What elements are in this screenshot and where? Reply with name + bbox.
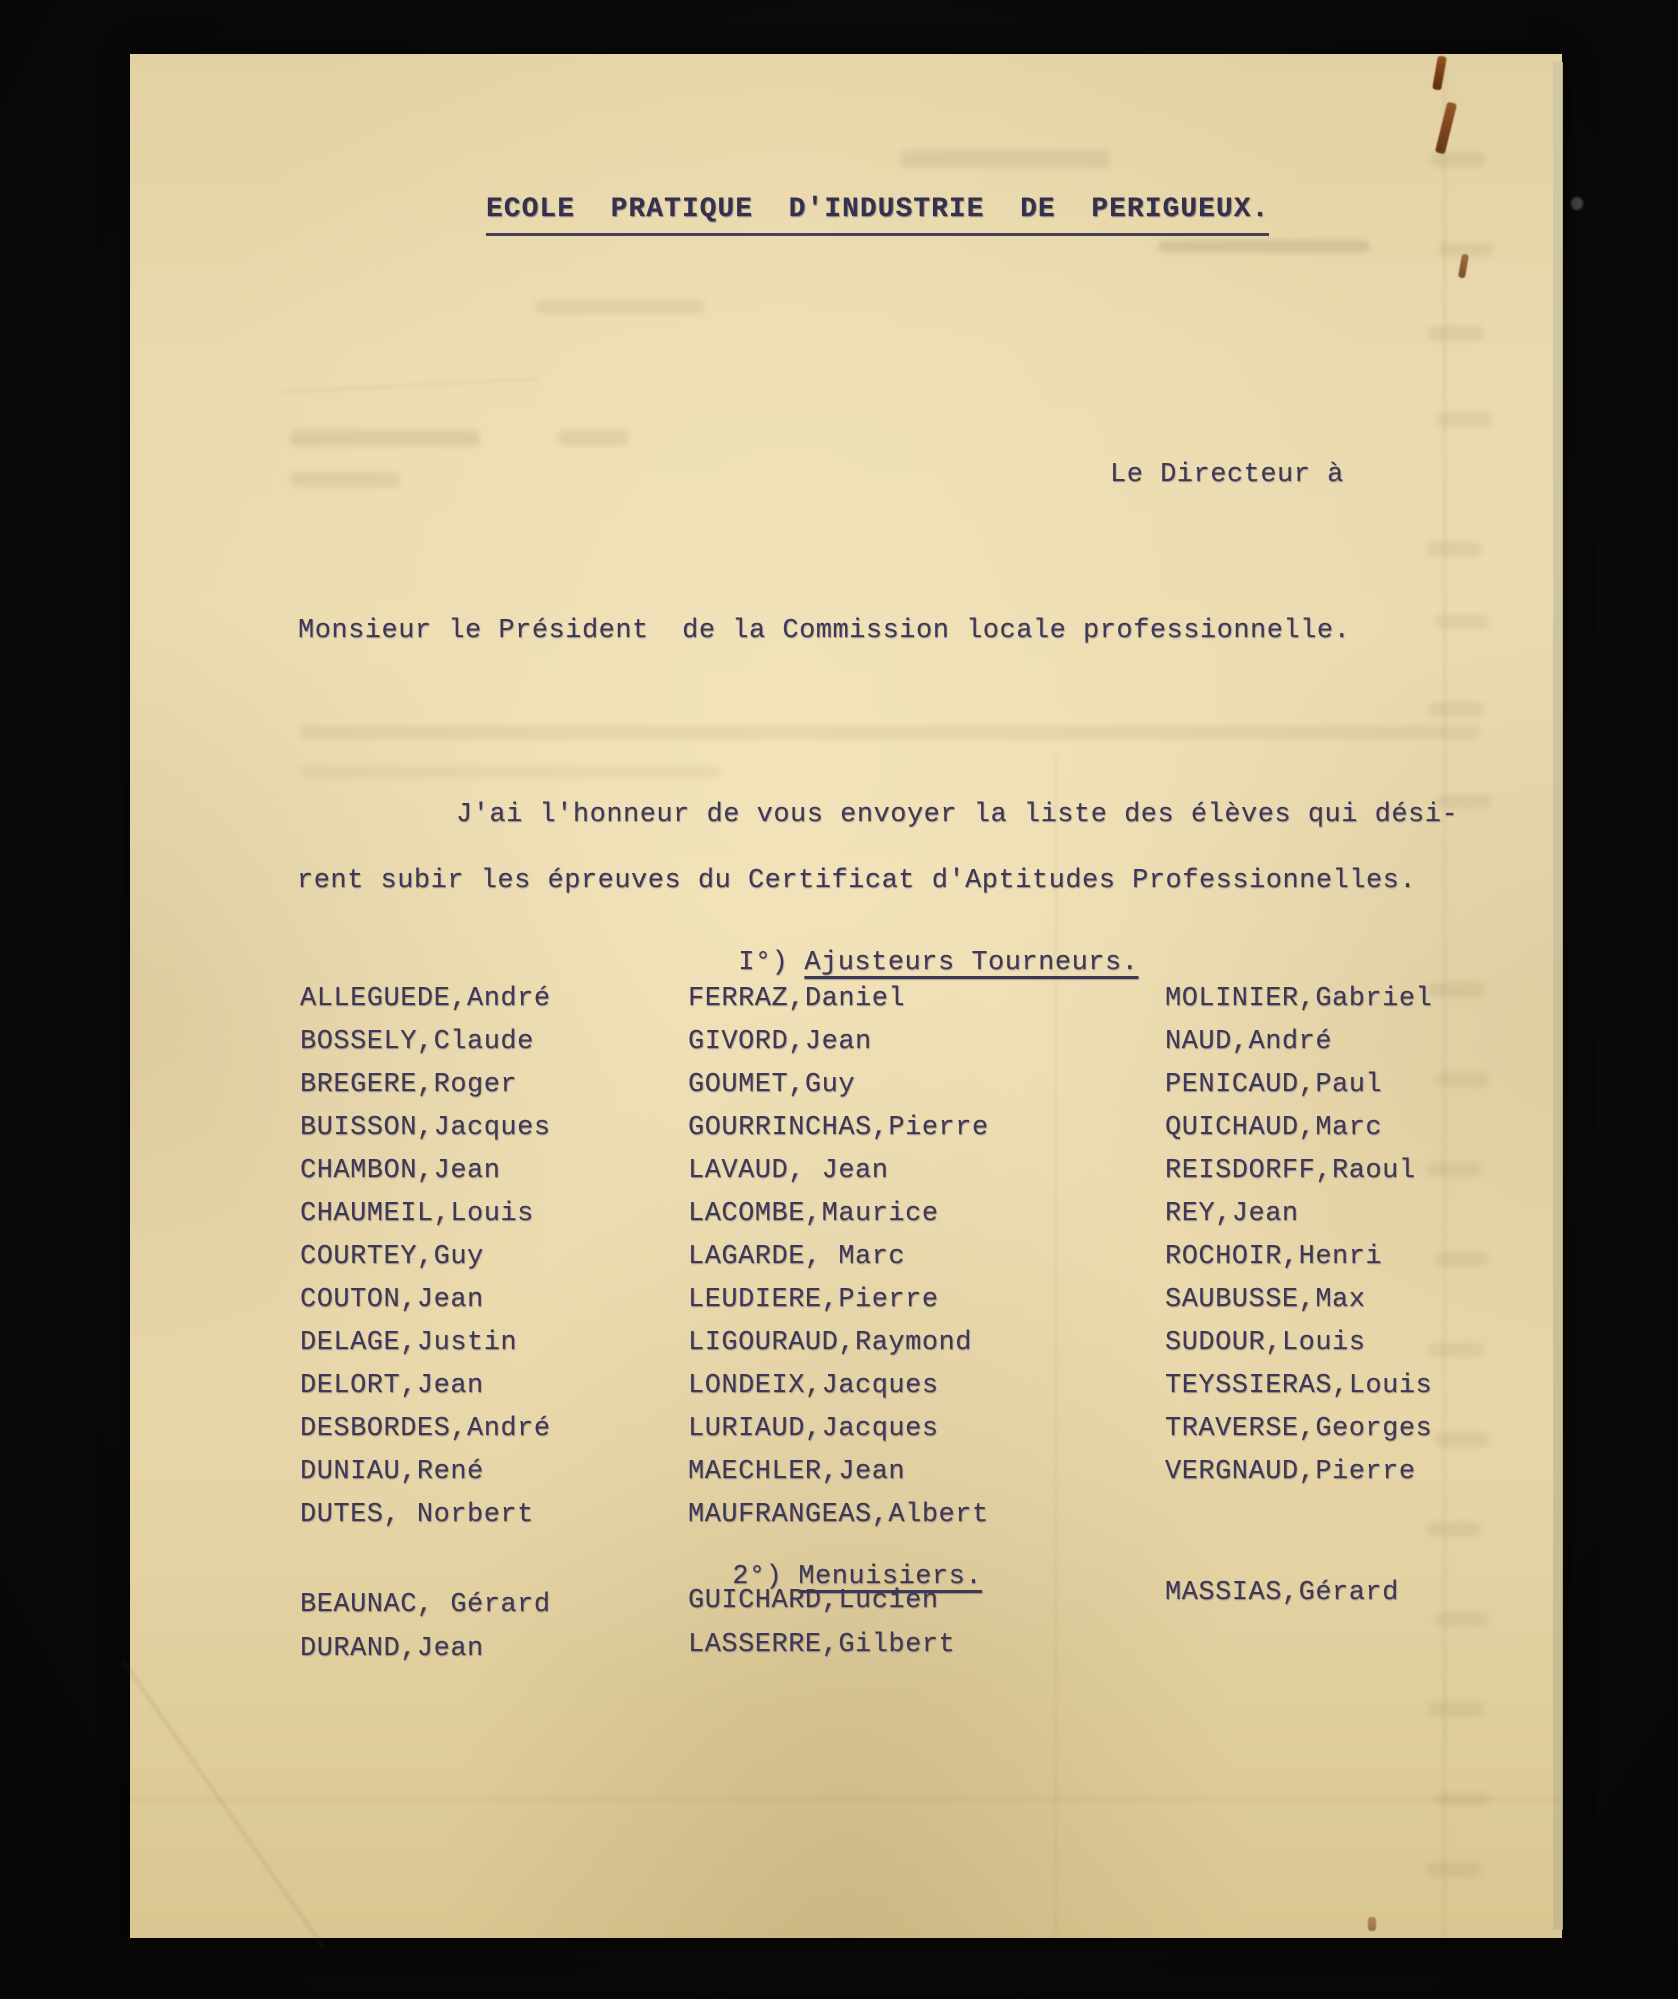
bleed-through-mark	[900, 150, 1110, 168]
student-name: VERGNAUD,Pierre	[1165, 1457, 1416, 1487]
body-line-2: rent subir les épreuves du Certificat d'Aptitudes Professionnelles.	[297, 866, 1417, 896]
bleed-through-mark	[1426, 542, 1482, 557]
student-name: LASSERRE,Gilbert	[688, 1630, 956, 1660]
bleed-through-mark	[300, 766, 720, 778]
bleed-through-mark	[1428, 982, 1484, 997]
student-name: DUTES, Norbert	[300, 1500, 534, 1530]
student-name: MAUFRANGEAS,Albert	[688, 1500, 989, 1530]
dust-speck	[1571, 197, 1583, 210]
rust-stain	[1435, 102, 1457, 155]
fold-line	[130, 1798, 1562, 1801]
bleed-through-mark	[1434, 1792, 1490, 1807]
sender-line: Le Directeur à	[1110, 460, 1344, 490]
bleed-through-mark	[535, 300, 705, 314]
document-title: ECOLE PRATIQUE D'INDUSTRIE DE PERIGUEUX.	[486, 193, 1269, 236]
bleed-through-mark	[1434, 614, 1490, 629]
student-name: GOUMET,Guy	[688, 1070, 856, 1100]
section-title: Menuisiers.	[798, 1562, 983, 1592]
bleed-through-mark	[1438, 242, 1494, 257]
student-name: REISDORFF,Raoul	[1165, 1156, 1416, 1186]
student-name: MAECHLER,Jean	[688, 1457, 906, 1487]
student-name: LAVAUD, Jean	[688, 1156, 889, 1186]
bleed-through-mark	[1426, 1162, 1482, 1177]
rust-stain	[1458, 254, 1469, 279]
student-name: ROCHOIR,Henri	[1165, 1242, 1383, 1272]
student-name: BEAUNAC, Gérard	[300, 1590, 551, 1620]
bleed-through-mark	[300, 726, 1480, 739]
rust-stain	[1368, 1917, 1376, 1931]
student-name: CHAMBON,Jean	[300, 1156, 501, 1186]
student-name: PENICAUD,Paul	[1165, 1070, 1383, 1100]
student-name: DURAND,Jean	[300, 1634, 484, 1664]
student-name: LONDEIX,Jacques	[688, 1371, 939, 1401]
bleed-through-mark	[1434, 1612, 1490, 1627]
bleed-through-mark	[1434, 1252, 1490, 1267]
bleed-through-mark	[290, 430, 480, 446]
student-name: DESBORDES,André	[300, 1414, 551, 1444]
bleed-through-mark	[1426, 1522, 1482, 1537]
student-name: MOLINIER,Gabriel	[1165, 984, 1433, 1014]
student-name: LEUDIERE,Pierre	[688, 1285, 939, 1315]
student-name: SUDOUR,Louis	[1165, 1328, 1366, 1358]
student-name: DUNIAU,René	[300, 1457, 484, 1487]
bleed-through-mark	[290, 472, 400, 487]
student-name: BREGERE,Roger	[300, 1070, 518, 1100]
ajusteurs-column-1	[300, 982, 551, 1541]
student-name: LURIAUD,Jacques	[688, 1414, 939, 1444]
student-name: NAUD,André	[1165, 1027, 1333, 1057]
section-number: I°)	[738, 948, 789, 978]
menuisiers-column-3	[1165, 1576, 1399, 1620]
bleed-through-mark	[1428, 1702, 1484, 1717]
bleed-through-mark	[1430, 152, 1486, 167]
student-name: GUICHARD,Lucien	[688, 1586, 939, 1616]
student-name: TRAVERSE,Georges	[1165, 1414, 1433, 1444]
bleed-through-mark	[1434, 1072, 1490, 1087]
student-name: GOURRINCHAS,Pierre	[688, 1113, 989, 1143]
student-name: BUISSON,Jacques	[300, 1113, 551, 1143]
student-name: MASSIAS,Gérard	[1165, 1578, 1399, 1608]
student-name: LAGARDE, Marc	[688, 1242, 906, 1272]
student-name: LIGOURAUD,Raymond	[688, 1328, 972, 1358]
student-name: LACOMBE,Maurice	[688, 1199, 939, 1229]
menuisiers-column-1	[300, 1588, 551, 1676]
second-sheet-edge	[1553, 62, 1563, 1930]
section-number: 2°)	[732, 1562, 783, 1592]
student-name: FERRAZ,Daniel	[688, 984, 906, 1014]
bleed-through-mark	[558, 430, 628, 446]
student-name: DELORT,Jean	[300, 1371, 484, 1401]
student-name: TEYSSIERAS,Louis	[1165, 1371, 1433, 1401]
section-title: Ajusteurs Tourneurs.	[804, 948, 1139, 978]
student-name: QUICHAUD,Marc	[1165, 1113, 1383, 1143]
bleed-through-mark	[1428, 702, 1484, 717]
menuisiers-column-2	[688, 1584, 955, 1672]
student-name: COUTON,Jean	[300, 1285, 484, 1315]
fold-line	[280, 377, 540, 394]
recipient-line: Monsieur le Président de la Commission locale professionnelle.	[298, 616, 1351, 646]
ajusteurs-column-2	[688, 982, 989, 1541]
bleed-through-mark	[1426, 1862, 1482, 1877]
student-name: DELAGE,Justin	[300, 1328, 518, 1358]
student-name: SAUBUSSE,Max	[1165, 1285, 1366, 1315]
student-name: BOSSELY,Claude	[300, 1027, 534, 1057]
bleed-through-mark	[1436, 412, 1492, 427]
fold-line	[122, 1660, 325, 1948]
student-name: GIVORD,Jean	[688, 1027, 872, 1057]
student-name: CHAUMEIL,Louis	[300, 1199, 534, 1229]
bleed-through-mark	[1434, 1432, 1490, 1447]
bleed-through-mark	[1428, 326, 1484, 341]
bleed-through-mark	[1158, 240, 1370, 253]
bleed-through-mark	[1428, 1342, 1484, 1357]
student-name: ALLEGUEDE,André	[300, 984, 551, 1014]
document-page	[130, 54, 1562, 1938]
ajusteurs-column-3	[1165, 982, 1432, 1498]
student-name: REY,Jean	[1165, 1199, 1299, 1229]
student-name: COURTEY,Guy	[300, 1242, 484, 1272]
body-line-1: J'ai l'honneur de vous envoyer la liste des élèves qui dési-	[456, 800, 1459, 830]
